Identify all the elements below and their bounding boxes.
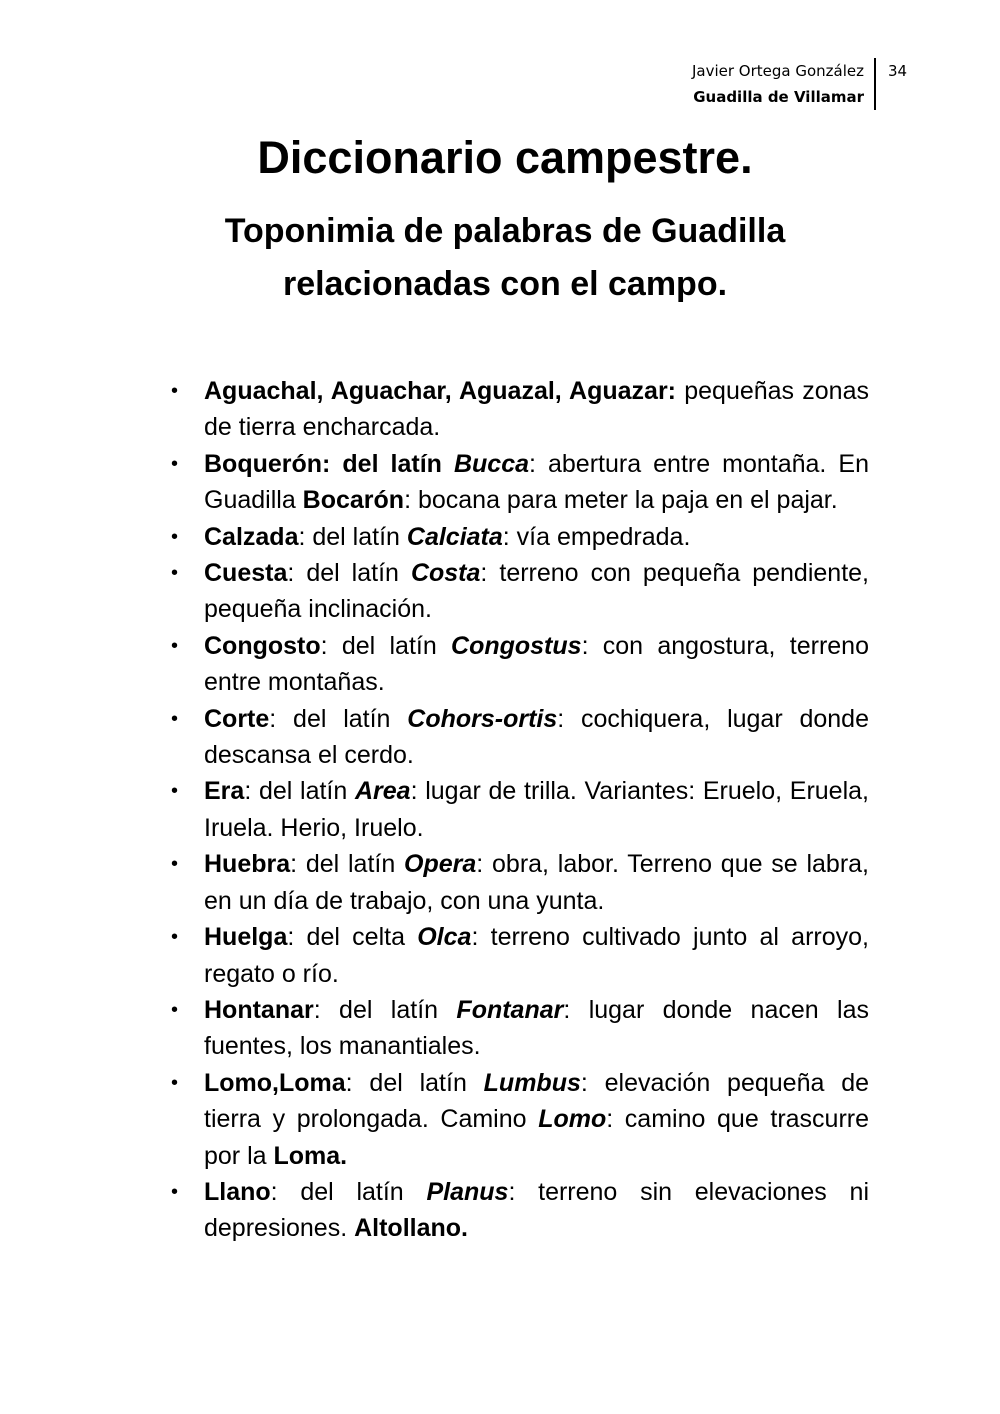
entry-term: Hontanar	[204, 995, 314, 1024]
entry-text: : lugar donde nacen las fuentes, los manantiales.	[204, 995, 869, 1061]
entry-text: : elevación pequeña de tierra y prolongada. Camino	[204, 1068, 869, 1134]
entry-term: Loma.	[273, 1141, 348, 1170]
glossary-entry	[171, 773, 869, 846]
entry-latin-term: Opera	[404, 850, 477, 879]
entry-text: : cochiquera, lugar donde descansa el cerdo.	[204, 704, 869, 770]
entry-text: : del latín	[287, 559, 411, 588]
entry-latin-term: Planus	[426, 1177, 509, 1206]
bullet-icon: •	[171, 707, 179, 730]
entry-term: Llano	[204, 1177, 271, 1206]
entry-text: : camino que trascurre por la	[204, 1105, 870, 1170]
entry-term: Congosto	[204, 631, 321, 660]
glossary-entry	[171, 555, 869, 628]
bullet-icon: •	[171, 1071, 179, 1094]
entry-text: : abertura entre montaña. En Guadilla	[204, 449, 869, 515]
glossary-entry	[171, 628, 869, 701]
entry-text: : vía empedrada.	[502, 522, 691, 551]
entry-latin-term: Congostus	[451, 631, 582, 660]
entry-text: pequeñas zonas de tierra encharcada.	[204, 377, 869, 442]
entry-text: : del latín	[269, 704, 408, 733]
entry-text: : del latín	[298, 522, 407, 551]
entry-text: : del latín	[313, 995, 457, 1024]
bullet-icon: •	[171, 525, 179, 548]
page-title: Diccionario campestre.	[257, 132, 753, 183]
entry-latin-term: Area	[354, 777, 411, 806]
entry-text: : del latín	[290, 850, 405, 879]
entry-term: Aguachal, Aguachar, Aguazal, Aguazar:	[204, 377, 676, 405]
bullet-icon: •	[171, 780, 179, 803]
header-place: Guadilla de Villamar	[693, 88, 864, 106]
entry-latin-term: Fontanar	[456, 995, 564, 1024]
glossary-entry	[171, 846, 869, 919]
glossary-list	[0, 373, 869, 1247]
entry-text: : bocana para meter la paja en el pajar.	[404, 486, 838, 515]
bullet-icon: •	[171, 634, 179, 657]
running-header	[692, 58, 876, 110]
entry-latin-term: Bucca	[453, 449, 530, 478]
entry-term: Huebra	[204, 850, 291, 879]
entry-text: : terreno cultivado junto al arroyo, regato o río.	[204, 923, 869, 988]
glossary-entry	[171, 1174, 869, 1247]
entry-text: : del celta	[287, 923, 418, 952]
entry-term: Cuesta	[204, 559, 288, 588]
glossary-entry	[171, 1065, 870, 1174]
bullet-icon: •	[171, 853, 179, 876]
bullet-icon: •	[171, 1180, 179, 1203]
entry-term: Lomo,Loma	[204, 1068, 346, 1097]
glossary-entry	[171, 701, 869, 774]
bullet-icon: •	[171, 998, 179, 1021]
entry-text: : del latín	[270, 1177, 427, 1206]
glossary-entry	[171, 373, 869, 446]
glossary-entry	[171, 919, 869, 992]
entry-term: Huelga	[204, 923, 288, 952]
entry-text: : terreno con pequeña pendiente, pequeña inclinación.	[204, 559, 869, 624]
entry-term: Corte	[204, 704, 270, 733]
entry-latin-term: Lumbus	[483, 1068, 581, 1097]
bullet-icon: •	[171, 926, 179, 949]
subtitle-line: Toponimia de palabras de Guadilla	[224, 212, 786, 250]
entry-latin-term: Calciata	[406, 522, 503, 551]
glossary-entry	[171, 519, 869, 555]
glossary-entry	[171, 446, 869, 519]
page-number: 34	[888, 62, 908, 80]
entry-term: Calzada	[204, 522, 299, 551]
entry-text: : del latín	[244, 777, 355, 806]
entry-term: Bocarón	[302, 486, 405, 515]
entry-text: : del latín	[320, 631, 452, 660]
entry-latin-term: Costa	[410, 559, 481, 588]
entry-term: Era	[204, 777, 245, 806]
entry-text: : del latín	[345, 1068, 484, 1097]
entry-term: Boquerón: del latín	[204, 449, 454, 478]
entry-latin-term: Cohors-ortis	[407, 704, 558, 733]
bullet-icon: •	[171, 380, 179, 402]
bullet-icon: •	[171, 452, 179, 475]
header-author: Javier Ortega González	[691, 62, 864, 80]
page-subtitle	[0, 205, 1000, 311]
entry-latin-term: Lomo	[538, 1105, 607, 1134]
entry-term: Altollano.	[354, 1214, 468, 1243]
entry-latin-term: Olca	[417, 923, 472, 952]
entry-text: : obra, labor. Terreno que se labra, en un día de trabajo, con una yunta.	[204, 850, 869, 915]
entry-text: : lugar de trilla. Variantes: Eruelo, Eruela, Iruela. Herio, Iruelo.	[204, 777, 869, 842]
subtitle-line: relacionadas con el campo.	[282, 265, 728, 303]
glossary-entry	[171, 992, 869, 1065]
entry-text: : con angostura, terreno entre montañas.	[204, 631, 869, 697]
entry-text: : terreno sin elevaciones ni depresiones.	[204, 1177, 869, 1243]
bullet-icon: •	[171, 562, 179, 585]
